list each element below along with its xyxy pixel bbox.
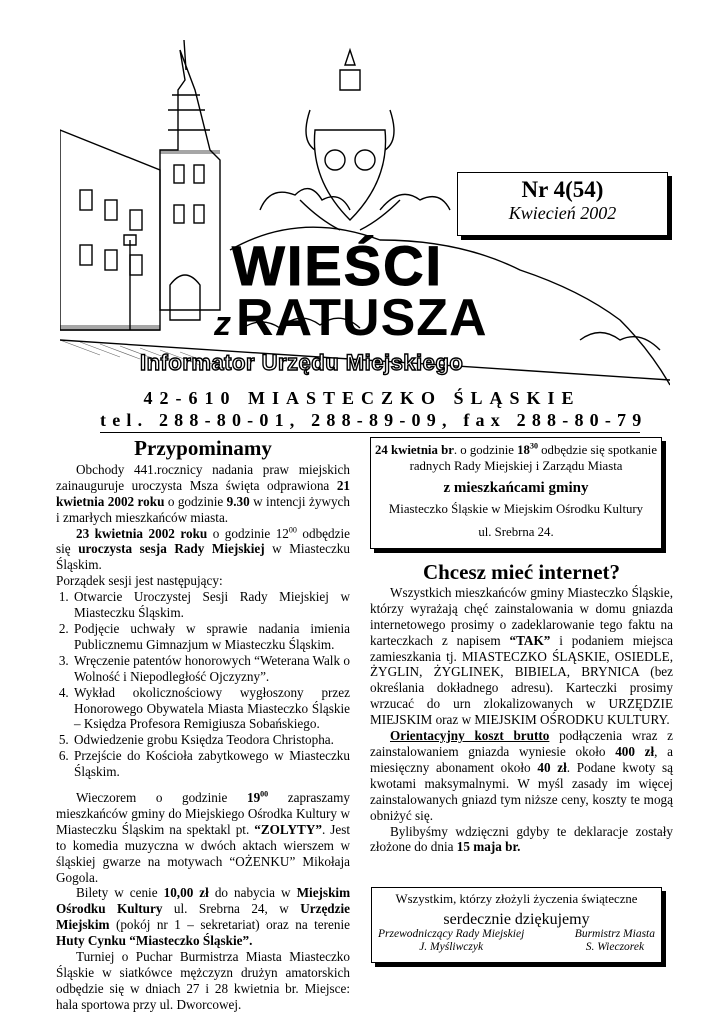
meeting-place1: Miasteczko Śląskie w Miejskim Ośrodku Kultury [388,502,644,516]
subtitle: Informator Urzędu Miejskiego [140,350,464,375]
left-column [56,436,351,1013]
list-item: 2. Podjęcie uchwały w sprawie nadania imienia Publicznemu Gimnazjum w Miasteczku Śląskim. [72,621,350,653]
title-line2 [214,289,488,347]
paragraph-deadline: Bylibyśmy wdzięczni gdyby te deklaracje zostały złożone do dnia 15 maja br. [370,823,673,855]
paragraph-internet: Wszystkich mieszkańców gminy Miasteczko Śląskie, którzy wyrażają chęć zainstalowania w domu gniazda internetowego prosimy o zadeklarowanie tego faktu na karteczkach z napisem “TAK” i podaniem miejsca zamieszkania tj. MIASTECZKO ŚLĄSKIE, OSIEDLE, ŻYGLIN, ŻYGLINEK, BIBIELA, BRYNICA (bez określania dokładnego adresu). Karteczki prosimy wrzucać do urn zlokalizowanych w URZĘDZIE MIEJSKIM oraz w MIEJSKIM OŚRODKU KULTURY. [370,584,674,728]
list-item: 3. Wręczenie patentów honorowych “Weterana Walk o Wolność i Niepodległość Ojczyzny”. [72,653,350,685]
meeting-text: 24 kwietnia br. o godzinie $18^{30}$ odbędzie się spotkanie radnych Rady Miejskiej i Zarządu Miasta [374,441,658,473]
title-z: z [214,305,232,343]
signature-chairman: Przewodniczący Rady Miejskiej J. Myśliwczyk [378,928,525,953]
meeting-box [370,437,662,549]
agenda-list [56,589,350,780]
list-item: 6. Przejście do Kościoła zabytkowego w Miasteczku Śląskim. [72,748,350,780]
paragraph-session: 23 kwietnia 2002 roku o godzinie $12^{00}$ odbędzie się uroczysta sesja Rady Miejskiej w Miasteczku Śląskim. [56,525,350,573]
paragraph-mass: Obchody 441.rocznicy nadania praw miejskich zainauguruje uroczysta Msza święta odprawiona 21 kwietnia 2002 roku o godzinie 9.30 w intencji żywych i zmarłych mieszkańców miasta. [56,461,351,525]
list-item: 5. Odwiedzenie grobu Księdza Teodora Christopha. [72,732,350,748]
list-item: 4. Wykład okolicznościowy wygłoszony przez Honorowego Obywatela Miasta Miasteczko Śląskie – Księdza Profesora Remigiusza Sobańskiego. [72,685,350,733]
address: 42-610 MIASTECZKO ŚLĄSKIE [143,388,581,408]
list-item: 1. Otwarcie Uroczystej Sesji Rady Miejskiej w Miasteczku Śląskim. [72,589,350,621]
paragraph-tickets: Bilety w cenie 10,00 zł do nabycia w Miejskim Ośrodku Kultury ul. Srebrna 24, w Urzędzie Miejskim (pokój nr 1 – sekretariat) oraz na terenie Huty Cynku “Miasteczko Śląskie”. [56,885,351,949]
thanks-box [371,887,662,963]
issue-box [457,172,668,236]
meeting-highlight: z mieszkańcami gminy [443,480,589,496]
thanks-line1: Wszystkim, którzy złożyli życzenia świąteczne [395,892,638,906]
signatures [372,928,661,954]
issue-number: Nr 4(54) [521,177,604,202]
issue-date: Kwiecień 2002 [508,203,617,223]
paragraph-tournament: Turniej o Puchar Burmistrza Miasta Miasteczko Śląskie w siatkówce mężczyzn drużyn amatorskich odbędzie się w dniach 27 i 28 kwietnia br. Miejsce: hala sportowa przy ul. Dworcowej. [56,949,350,1012]
meeting-place2: ul. Srebrna 24. [478,525,554,539]
right-column [370,560,674,855]
agenda-intro: Porządek sesji jest następujący: [56,573,223,589]
title-ratusza: RATUSZA [236,289,488,347]
contact-line: tel. 288-80-01, 288-89-09, fax 288-80-79 [100,410,640,433]
paragraph-spectacle: Wieczorem o godzinie $19^{00}$ zapraszamy mieszkańców gminy do Miejskiego Ośrodka Kultury w Miasteczku Śląskim na spektakl pt. “ZOLYTY”. Jest to komedia muzyczna w dwóch aktach wierszem w śląskiej gwarze na motywach “OŻENKU” Mikołaja Gogola. [56,789,351,885]
thanks-line2: serdecznie dziękujemy [443,911,590,928]
paragraph-cost: Orientacyjny koszt brutto podłączenia wraz z zainstalowaniem gniazda wyniesie około 400 zł, a miesięczny abonament około 40 zł. Podane kwoty są kwotami maksymalnymi. W myśl zasady im więcej zainstalowanych gniazd tym niższe ceny, koszty te mogą obniżyć się. [370,728,674,823]
signature-mayor: Burmistrz Miasta S. Wieczorek [574,928,655,953]
right-heading: Chcesz mieć internet? [422,560,621,584]
title-line1: WIEŚCI [232,234,444,297]
left-heading: Przypominamy [134,436,272,460]
